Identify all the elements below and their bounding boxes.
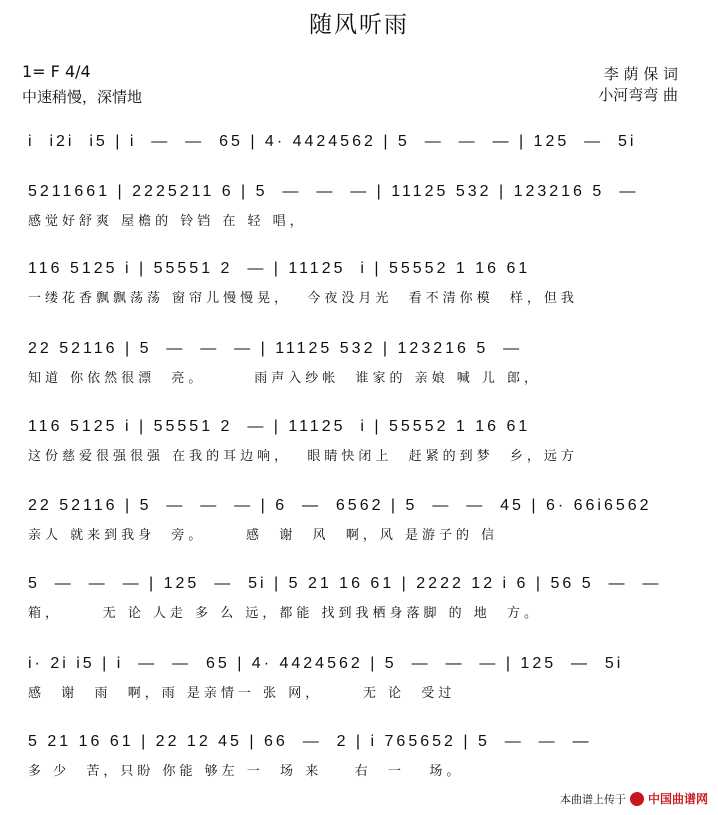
score-row-3 (28, 255, 690, 315)
notation-line: 5 — — — | 125 — 5i | 5 21 16 61 | 2222 12 i 6 | 56 5 — — (28, 575, 662, 592)
notation-line: i· 2i i5 | i — — 65 | 4· 4424562 | 5 — — — | 125 — 5i (28, 655, 624, 672)
notation-line: 22 52116 | 5 — — — | 6 — 6562 | 5 — — 45 | 6· 66i6562 (28, 497, 652, 514)
page-title: 随风听雨 (309, 12, 409, 38)
notation-line: i i2i i5 | i — — 65 | 4· 4424562 | 5 — — — | 125 — 5i (28, 133, 637, 150)
score-row-6 (28, 492, 690, 552)
lyrics-line: 多 少 苦，只盼 你能 够左 一 场 来 右 一 场。 (28, 764, 464, 779)
lyrics-line: 感觉好舒爽 屋檐的 铃铛 在 轻 唱， (28, 214, 307, 229)
lyrics-line: 一缕花香飘飘荡荡 窗帘儿慢慢晃， 今夜没月光 看不清你模 样，但我 (28, 291, 578, 306)
notation-line: 116 5125 i | 55551 2 — | 11125 i | 55552 1 16 61 (28, 418, 531, 435)
tempo-marking: 中速稍慢，深情地 (22, 88, 143, 106)
lyrics-line: 这份慈爱很强很强 在我的耳边响， 眼睛快闭上 赶紧的到梦 乡，远方 (28, 449, 578, 464)
site-name-link[interactable]: 中国曲谱网 (647, 792, 708, 806)
notation-line: 116 5125 i | 55551 2 — | 11125 i | 55552 1 16 61 (28, 260, 531, 277)
footer-caption: 本曲谱上传于 (559, 792, 626, 806)
notation-line: 22 52116 | 5 — — — | 11125 532 | 123216 5 — (28, 340, 523, 357)
score-row-4 (28, 335, 690, 395)
lyrics-line: 箱， 无 论 人走 多 么 远，都能 找到我栖身落脚 的 地 方。 (28, 606, 541, 621)
score-row-5 (28, 413, 690, 473)
score-row-2 (28, 178, 690, 238)
source-footer (560, 790, 708, 807)
lyrics-line: 亲人 就来到我身 旁。 感 谢 风 啊，风 是游子的 信 (28, 528, 499, 543)
notation-line: 5 21 16 61 | 22 12 45 | 66 — 2 | i 765652 | 5 — — — (28, 733, 592, 750)
site-logo-icon (630, 792, 644, 806)
key-signature: 1= F 4/4 (22, 62, 91, 81)
score-row-9 (28, 728, 690, 788)
lyricist-credit: 李 荫 保 词 (603, 65, 678, 83)
composer-credit: 小河弯弯 曲 (598, 86, 678, 104)
notation-line: 5211661 | 2225211 6 | 5 — — — | 11125 532 | 123216 5 — (28, 183, 639, 200)
score-row-7 (28, 570, 690, 630)
lyrics-line: 知道 你依然很漂 亮。 雨声入纱帐 谁家的 亲娘 喊 儿 郎， (28, 371, 541, 386)
score-row-8 (28, 650, 690, 710)
lyrics-line: 感 谢 雨 啊，雨 是亲情一 张 网， 无 论 受过 (28, 686, 456, 701)
